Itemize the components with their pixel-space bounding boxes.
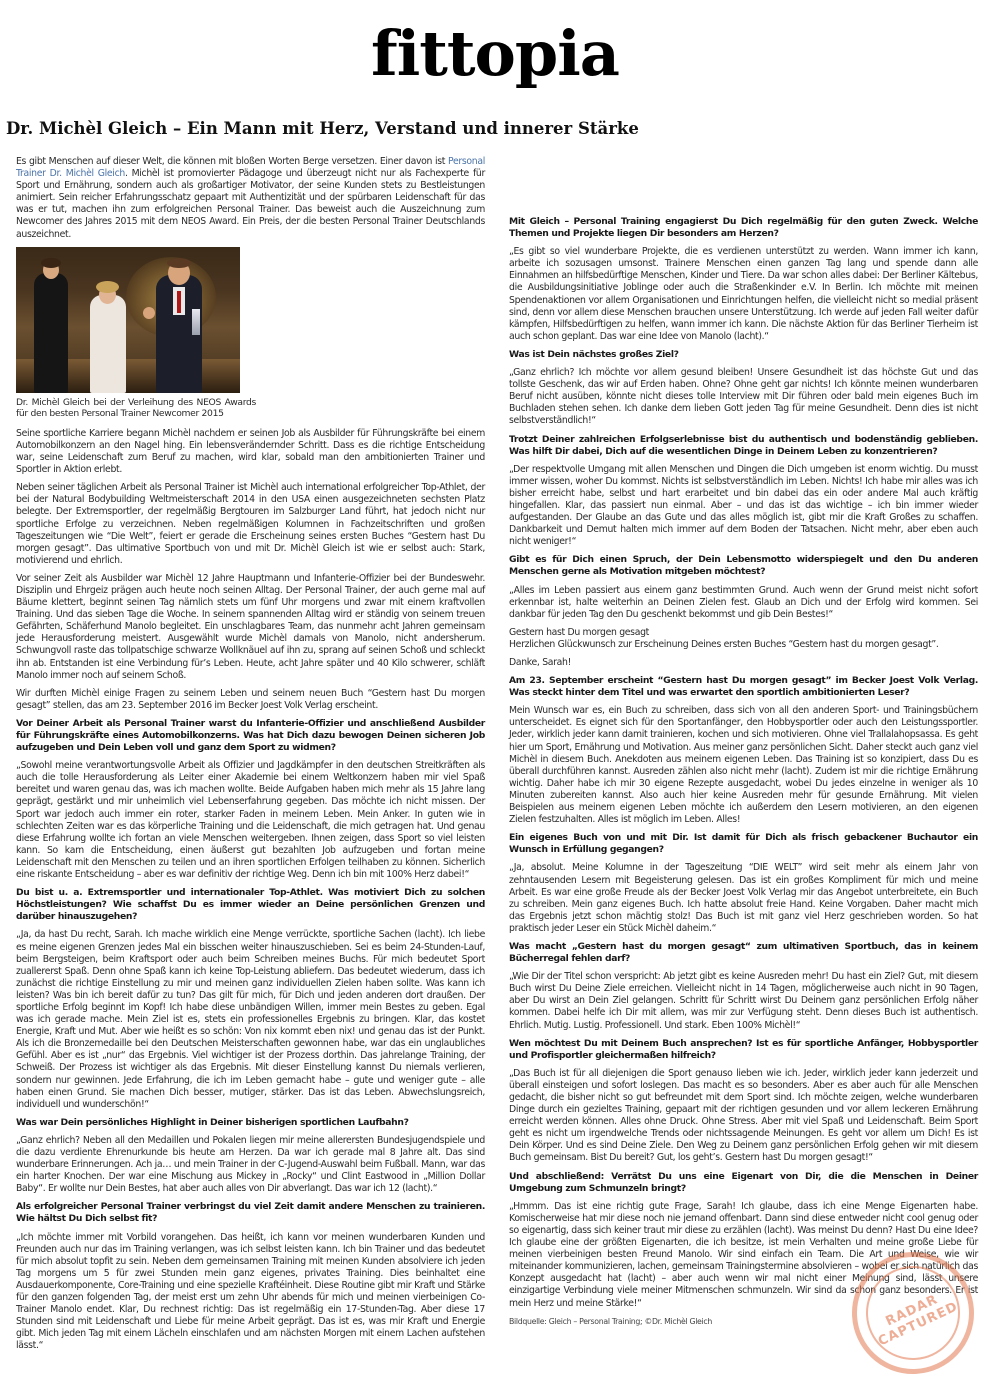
article-paragraph: „Das Buch ist für all diejenigen die Sport genauso lieben wie ich. Jeder, wirklich jeder kann jederzeit und überall einsteigen und sofort loslegen. Das macht es so besonders. Aber es aber auch für alle Menschen gedacht, die bisher nicht so gut befreundet mit dem Sport sind. Ich möchte zeigen, welche wunderbaren Dinge durch ein gezieltes Training, gepaart mit der richtigen gesunden und vor allem leckeren Ernährung erreicht werden können. Alles ohne Druck. Ohne Stress. Aber mit viel Spaß und Leidenschaft. Beim Sport geht es nicht um irgendwelche Trends oder nichtssagende Meinungen. Es geht vor allem um Dich! Es ist Dein Körper. Und es sind Deine Ziele. Den Weg zu Deinem ganz persönlichen Erfolg gehen wir mit diesem Buch gemeinsam. Bist Du bereit? Gut, los geht’s. Gestern hast Du morgen gesagt!“ — [509, 1067, 978, 1164]
article-paragraph: „Ganz ehrlich? Neben all den Medaillen und Pokalen liegen mir meine allerersten Bundesjugendspiele und die dazu verdiente Ehrenurkunde bis heute am Herzen. Da war ich gerade mal 8 Jahre alt. Das sind wunderbare Erinnerungen. Ach ja… und mein Trainer in der C-Jugend-Auswahl beim Fußball. Mann, war das ein harter Knochen. Der war eine Mischung aus Mickey in „Rocky“ und Clint Eastwood in „Million Dollar Baby“. Er wollte nur Dein Bestes, hat aber auch alles von Dir abverlangt. Das war ich 12 (lacht).“ — [16, 1134, 485, 1195]
right-article-body — [509, 216, 978, 1310]
article-paragraph: „Wie Dir der Titel schon verspricht: Ab jetzt gibt es keine Ausreden mehr! Du hast ein Ziel? Gut, mit diesem Buch wirst Du Deine Ziele erreichen. Vielleicht nicht in 14 Tagen, möglicherweise auch nicht in 90 Tagen, aber Du wirst an Dein Ziel gelangen. Schritt für Schritt wirst Du Deinem ganz persönlichen Erfolg näher kommen. Dabei helfe ich Dir mit allem, was mir zur Verfügung steht. Denn dieses Buch ist authentisch. Ehrlich. Mutig. Lustig. Professionell. Und stark. Eben 100% Michèl!“ — [509, 971, 978, 1031]
interview-question: Ein eigenes Buch von und mit Dir. Ist damit für Dich als frisch gebackener Buchautor ein Wunsch in Erfüllung gegangen? — [509, 832, 978, 856]
article-paragraph: Mein Wunsch war es, ein Buch zu schreiben, dass sich von all den anderen Sport- und Trainingsbüchern unterscheidet. Es eignet sich für den Sportanfänger, den Hobbysportler oder auch den Leistungssportler. Jeder, wirklich jeder kann damit trainieren, kochen und sich motivieren. Ohne viel Trallalahopsassa. Es geht hier um Sport, Ernährung und Motivation. Aus meiner ganz persönlichen Sicht. Daher steckt auch ganz viel Michèl in diesem Buch. Anekdoten aus meinem eigenen Leben. Das Training ist so konzipiert, dass Du es überall durchführen kannst. Ausreden zählen also nicht mehr (lacht). Zudem ist mir die richtige Ernährung wichtig. Daher habe ich mir 30 eigene Rezepte ausgedacht, wobei Du jedes einzelne in weniger als 10 Minuten zubereiten kannst. Also auch hier keine Ausreden mehr für gesunde Ernährung. Mit vielen Beispielen aus meinem eigenen Leben möchte ich außerdem den Lesern motivieren, an den eigenen Zielen festzuhalten. Alles ist möglich im Leben. Alles! — [509, 705, 978, 826]
intro-text: Es gibt Menschen auf dieser Welt, die können mit bloßen Worten Berge versetzen. Einer davon ist — [16, 156, 449, 167]
watermark-text: RADAR CAPTURED — [876, 1292, 961, 1350]
article-paragraph: „Ich möchte immer mit Vorbild vorangehen. Das heißt, ich kann vor meinen wunderbaren Kunden und Freunden auch nur das im Training verlangen, was ich selbst leisten kann. Ich bin Trainer und das bedeutet für mich absolut topfit zu sein. Neben dem gemeinsamen Training mit meinen Kunden absolviere ich jeden Tag morgens um 5 für zwei Stunden mein ganz eigenes, privates Training. Dies beinhaltet eine Ausdauerkomponente, Core-Training und eine spezielle Kraftéinheit. Diese Routine gibt mir Kraft und Stärke für den ganzen folgenden Tag, der meist erst um zehn Uhr abends für mich und meinen vierbeinigen Co-Trainer Manolo endet. Klar, Du rechnest richtig: Das ist regelmäßig ein 17-Stunden-Tag. Aber diese 17 Stunden sind mit Leidenschaft und Liebe für meine Arbeit geprägt. Das ist es, was mir Kraft und Energie gibt. Mich jeden Tag mit einem Lächeln einschlafen und am nächsten Morgen mit einem Lachen aufstehen lässt.“ — [16, 1231, 485, 1352]
interview-question: Am 23. September erscheint “Gestern hast Du morgen gesagt” im Becker Joest Volk Verlag. Was steckt hinter dem Titel und was erwartet den sportlich ambitionierten Leser? — [509, 675, 978, 699]
image-credits: Bildquelle: Gleich – Personal Training; ©Dr. Michèl Gleich — [509, 1316, 712, 1326]
article-paragraph: „Ganz ehrlich? Ich möchte vor allem gesund bleiben! Unsere Gesundheit ist das höchste Gut und das tollste Geschenk, das wir auf Erden haben. Ohne? Ohne geht gar nichts! Ich könnte meinen wunderbaren Beruf nicht ausüben, könnte nicht dieses tolle Interview mit Dir führen oder bald mein eigenes Buch im Buchladen stehen sehen. Ich danke dem lieben Gott jeden Tag für meine Gesundheit. Denn dies ist nicht selbstverständlich!“ — [509, 367, 978, 427]
article-paragraph: „Ja, absolut. Meine Kolumne in der Tageszeitung “DIE WELT” wird seit mehr als einem Jahr von zehntausenden Lesern mit Begeisterung gelesen. Das ist ein großes Kompliment für mich und meine Arbeit. Es war eine große Freude als der Becker Joest Volk Verlag mir das Angebot unterbreitete, ein Buch zu schreiben. Mein ganz eigenes Buch. Ich hatte absolut freie Hand. Keine Vorgaben. Daher macht mich das Ergebnis jetzt schon mächtig stolz! Das Buch ist mit ganz viel Herz geschrieben worden. So hat praktisch jeder Leser ein Stück Michèl daheim.“ — [509, 862, 978, 934]
article-paragraph: Wir durften Michèl einige Fragen zu seinem Leben und seinem neuen Buch “Gestern hast Du morgen gesagt” stellen, das am 23. September 2016 im Becker Joest Volk Verlag erscheint. — [16, 687, 485, 711]
interview-question: Mit Gleich – Personal Training engagierst Du Dich regelmäßig für den guten Zweck. Welche Themen und Projekte liegen Dir besonders am Herzen? — [509, 216, 978, 240]
interview-question: Und abschließend: Verrätst Du uns eine Eigenart von Dir, die die Menschen in Deiner Umgebung zum Schmunzeln bringt? — [509, 1170, 978, 1194]
interview-question: Wen möchtest Du mit Deinem Buch ansprechen? Ist es für sportliche Anfänger, Hobbysportler und Profisportler gleichermaßen hilfreich? — [509, 1037, 978, 1061]
award-photo — [16, 247, 240, 393]
article-paragraph: Danke, Sarah! — [509, 657, 572, 668]
article-paragraph: „Es gibt so viel wunderbare Projekte, die es verdienen unterstützt zu werden. Wann immer ich kann, arbeite ich sozusagen umsonst. Trainere Menschen einen ganzen Tag lang und spende dann alle Einnahmen an hilfsbedürftige Menschen, Kinder und Tiere. Da war schon alles dabei: Der Berliner Kältebus, die Ausbildungsinitiative Joblinge oder auch die Straßenkinder e.V. In Berlin. Ich möchte mit meinen Spendenaktionen vor allem Organisationen und Einrichtungen helfen, die vielleicht nicht so medial präsent sind, denn vor allem diese Menschen brauchen unsere Unterstützung. Ich werde auf jeden Fall weiter dafür kämpfen, Hilfsbedürftigen zu helfen, wann immer ich kann. Die nächste Aktion für das Berliner Tierheim ist auch schon geplant. Das war eine Idee von Manolo (lacht).“ — [509, 246, 978, 342]
article-paragraph: „Sowohl meine verantwortungsvolle Arbeit als Offizier und Jagdkämpfer in den deutschen Streitkräften als auch die tolle Herausforderung als Leiter einer Akademie bei einem Weltkonzern haben mir viel Spaß bereitet und waren genau das, was ich machen wollte. Beide Aufgaben haben mich mehr als 15 Jahre lang geprägt, gestärkt und mir unheimlich viel Lebenserfahrung gegeben. Das möchte ich nicht missen. Der Sport war jedoch auch immer ein roter, starker Faden in meinem Leben. Mein Anker. In guten wie in schlechten Zeiten war es das körperliche Training und die Leidenschaft, die mich getragen hat. Und genau diese Erfahrung wollte ich fortan an viele Menschen weitergeben. Ihnen zeigen, dass Sport so viel leisten kann. So kam die Entscheidung, einen äußerst gut bezahlten Job aufzugeben und fortan meine Leidenschaft mit den Menschen zu teilen und an ihren sportlichen Erfolgen teilhaben zu können. Sicherlich eine riskante Entscheidung – aber es war definitiv der richtige Weg. Denn ich bin mit 100% Herz dabei!“ — [16, 760, 485, 881]
article-title: Dr. Michèl Gleich – Ein Mann mit Herz, Verstand und innerer Stärke — [6, 119, 639, 138]
interview-question: Vor Deiner Arbeit als Personal Trainer warst du Infanterie-Offizier und anschließend Ausbilder für Führungskräfte eines Automobilkonzerns. Was hat Dich dazu bewogen Deinen sicheren Job aufzugeben und Dein Leben voll und ganz dem Sport zu widmen? — [16, 717, 485, 754]
interview-question: Was macht „Gestern hast du morgen gesagt“ zum ultimativen Sportbuch, das in keinem Bücherregal fehlen darf? — [509, 940, 978, 965]
personal-trainer-link[interactable]: Personal Trainer Dr. Michèl Gleich — [16, 156, 485, 180]
article-paragraph: „Hmmm. Das ist eine richtig gute Frage, Sarah! Ich glaube, dass ich eine Menge Eigenarten habe. Komischerweise hat mir diese noch nie jemand offenbart. Dann sind diese entweder nicht cool genug oder so eigenartig, dass sich keiner traut mir diese zu erzählen (lacht). Was meinst Du denn? Hast Du eine Idee? Ich glaube eine der größten Eigenarten, die ich besitze, ist mein Verhalten und meine große Liebe für meinen vierbeinigen besten Freund Manolo. Wir sind einfach ein Team. Die Art und Weise, wie wir miteinander kommunizieren, lachen, gemeinsam Trainingstermine absolvieren – wobei er sich natürlich das Konzept ausgedacht hat (lacht) – aber auch wenn wir mal nicht einer Meinung sind, lässt unsere einzigartige Verbindung viele meiner Mitmenschen schmunzeln. Wir sind da schon ganz besonders. Er ist mein Herz und meine Stärke!“ — [509, 1200, 978, 1309]
interview-question: Als erfolgreicher Personal Trainer verbringst du viel Zeit damit andere Menschen zu trainieren. Wie hältst Du Dich selbst fit? — [16, 1201, 485, 1225]
article-paragraph: Seine sportliche Karriere begann Michèl nachdem er seinen Job als Ausbilder für Führungskräfte bei einem Automobilkonzern an den Nagel hing. Ein lebensverändernder Schritt. Dass es die richtige Entscheidung war, seine Leidenschaft zum Beruf zu machen, wird klar, sobald man den ambitionierten Trainer und Sportler in Aktion erlebt. — [16, 427, 485, 476]
site-logo[interactable]: fittopia — [371, 17, 619, 90]
article-paragraph: Vor seiner Zeit als Ausbilder war Michèl 12 Jahre Hauptmann und Infanterie-Offizier bei der Bundeswehr. Disziplin und Ehrgeiz prägen auch heute noch seinen Alltag. Der Personal Trainer, der auch gerne mal auf Bäume klettert, beginnt seinen Tag nämlich stets um fünf Uhr morgens und zwar mit einem kraftvollen Training. Und das sieben Tage die Woche. In seinem spannenden Alltag wird er ständig von seinem treuen Gefährten, Schäferhund Manolo begleitet. Ein unschlagbares Team, das nunmehr acht Jahren gemeinsam jede Herausforderung meistert. Ausgewählt wurde Michèl damals von Manolo, nicht andersherum. Schwungvoll raste das tollpatschige schwarze Wollknäuel auf ihn zu, sprang auf seinen Schoß und schleckt ihn ab. Entstanden ist eine Verbindung für’s Leben. Heute, acht Jahre später und 40 Kilo schwerer, schläft Manolo immer noch auf seinem Schoß. — [16, 572, 485, 681]
interview-question: Trotzt Deiner zahlreichen Erfolgserlebnisse bist du authentisch und bodenständig geblieben. Was hilft Dir dabei, Dich auf die wesentlichen Dinge in Deinem Leben zu konzentrieren? — [509, 433, 978, 457]
article-paragraph: „Der respektvolle Umgang mit allen Menschen und Dingen die Dich umgeben ist enorm wichtig. Du musst immer wissen, woher Du kommst. Nichts ist selbstverständlich im Leben. Nichts! Ich habe mir alles was ich bisher erreicht habe, selbst und hart erarbeitet und bin dabei das ein oder andere Mal auch kräftig hingefallen. Klar, das passiert nun einmal. Aber – und das ist das wichtige – ich bin immer wieder aufgestanden. Der Glaube an das Gute und das alles möglich ist, gibt mir die Kraft Großes zu schaffen. Dankbarkeit und Demut halten mich immer auf dem Boden der Tatsachen. Nicht mehr, aber eben auch nicht weniger!“ — [509, 463, 978, 548]
interview-question: Du bist u. a. Extremsportler und internationaler Top-Athlet. Was motiviert Dich zu solchen Höchstleistungen? Wie schaffst Du es immer wieder an Deine persönlichen Grenzen und darüber hinauszugehen? — [16, 887, 485, 923]
interview-question: Was ist Dein nächstes großes Ziel? — [509, 348, 679, 360]
left-column — [16, 156, 485, 1359]
right-column — [509, 216, 978, 1334]
interview-question: Gibt es für Dich einen Spruch, der Dein Lebensmotto widerspiegelt und den Du anderen Menschen gerne als Motivation mitgeben möchtest? — [509, 554, 978, 578]
interview-question: Was war Dein persönliches Highlight in Deiner bisherigen sportlichen Laufbahn? — [16, 1116, 409, 1128]
photo-caption: Dr. Michèl Gleich bei der Verleihung des NEOS Awards für den besten Personal Trainer Newcomer 2015 — [16, 396, 256, 420]
article-paragraph: „Alles im Leben passiert aus einem ganz bestimmten Grund. Auch wenn der Grund meist nicht sofort erkennbar ist, halte weiterhin an Deinen Zielen fest. Glaub an Dich und der Erfolg wird kommen. Sei dankbar für jeden Tag den Du geschenkt bekommst und gib Dein Bestes!“ — [509, 584, 978, 620]
intro-text-rest: . Michèl ist promovierter Pädagoge und überzeugt nicht nur als Fachexperte für Sport und Ernährung, sondern auch als großartiger Motivator, der seine Kunden stets zu Bestleistungen animiert. Sein reicher Erfahrungsschatz gepaart mit Authentizität und der spürbaren Leidenschaft für das was er tut, machen ihn zum erfolgreichen Personal Trainer. Das beweist auch die Auszeichnung zum Newcomer des Jahres 2015 mit dem NEOS Award. Ein Preis, der die besten Personal Trainer Deutschlands auszeichnet. — [16, 168, 485, 240]
article-paragraph: Neben seiner täglichen Arbeit als Personal Trainer ist Michèl auch international erfolgreicher Top-Athlet, der bei der Natural Bodybuilding Weltmeisterschaft 2014 in den USA einen ausgezeichneten sechsten Platz belegte. Der Extremsportler, der regelmäßig Bergtouren im Salzburger Land führt, hat jedoch nicht nur sportliche Erfolge zu verzeichnen. Neben regelmäßigen Kolumnen in Fachzeitschriften und großen Tageszeitungen wie “Die Welt”, feiert er gerade die Erscheinung seines ersten Buches “Gestern hast Du morgen gesagt”. Das ultimative Sportbuch von und mit Dr. Michèl Gleich ist wie er selbst auch: Stark, motivierend und ehrlich. — [16, 482, 485, 566]
intro-paragraph — [16, 156, 485, 241]
article-paragraph: Gestern hast Du morgen gesagt Herzlichen Glückwunsch zur Erscheinung Deines ersten Buches “Gestern hast du morgen gesagt”. — [509, 626, 939, 650]
article-paragraph: „Ja, da hast Du recht, Sarah. Ich mache wirklich eine Menge verrückte, sportliche Sachen (lacht). Ich liebe es meine eigenen Grenzen jedes Mal ein bisschen weiter hinauszuschieben. Sei es beim 24-Stunden-Lauf, beim Bergsteigen, beim Kraftsport oder auch beim Schreiben meines Buchs. Für mich bedeutet Sport zuallererst Spaß. Denn ohne Spaß kann ich keine Top-Leistung abliefern. Das bedeutet wiederum, dass ich zunächst die richtige Einstellung zu mir und meinen ganz individuellen Zielen haben sollte. Was kann ich leisten? Was bin ich bereit dafür zu tun? Das gilt für mich, für Dich und jeden anderen dort draußen. Der sportliche Erfolg beginnt im Kopf! Ich habe diese unbändigen Willen, immer mein Bestes zu geben. Egal was ich gerade mache. Mein Ziel ist es, stets ein professionelles Ergebnis zu bringen. Klar, das kostet Energie, Kraft und Mut. Aber wie heißt es so schön: Von nix kommt eben nix! und genau das ist der Punkt. Als ich die Bronzemedaille bei den Deutschen Meisterschaften gewonnen habe, war das ein unglaubliches Gefühl. Aber es ist „nur“ das Ergebnis. Viel wichtiger ist der Prozess dorthin. Das jahrelange Training, der Schweiß. Der Prozess ist wichtiger als das Ergebnis. Mit dieser Einstellung kannst Du niemals verlieren, sondern nur gewinnen. Jede Erfahrung, die ich im Leben gemacht habe – gute und weniger gute – alle haben einen Grund. Sie machen Dich besser, mutiger, stärker. Das ist das Leben. Abwechslungsreich, individuell und wunderschön!“ — [16, 929, 485, 1110]
left-article-body — [16, 428, 485, 1353]
